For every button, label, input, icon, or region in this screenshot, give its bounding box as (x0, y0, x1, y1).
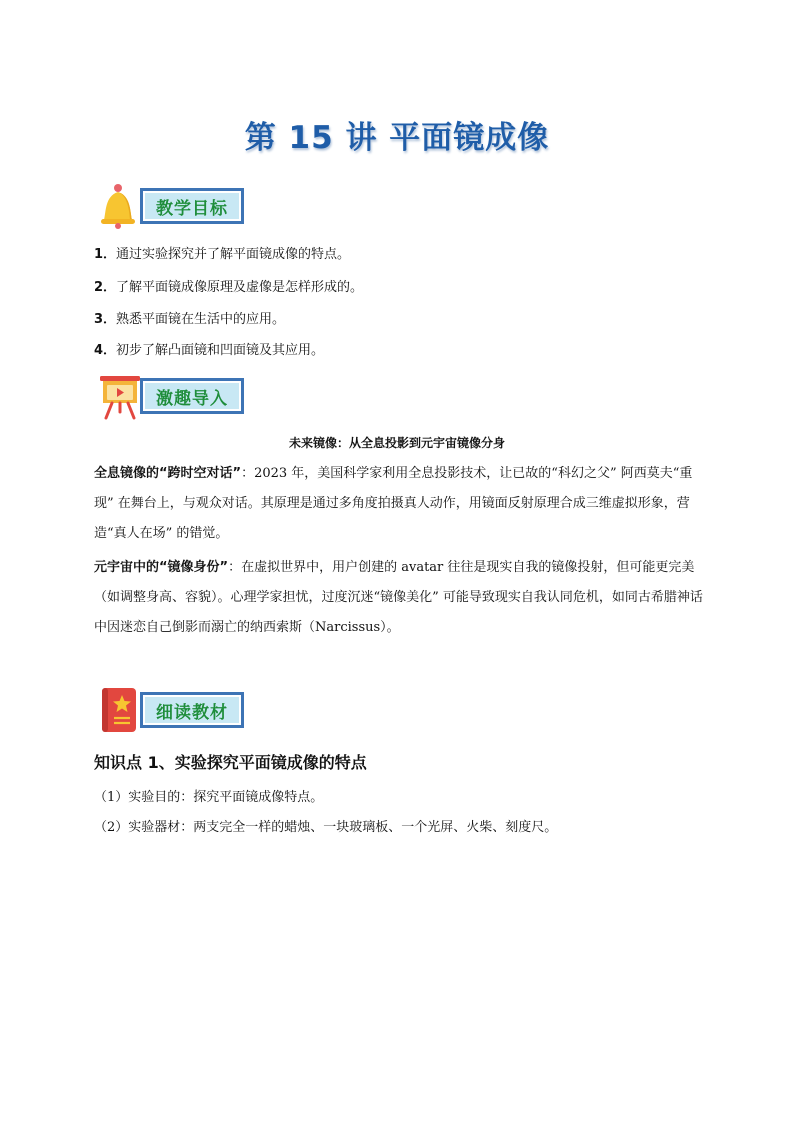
section-label-intro: 激趣导入 (145, 383, 239, 409)
intro-paragraph-1-heading: 全息镜像的“跨时空对话” (94, 466, 242, 481)
goal-number: 2． (94, 280, 117, 295)
section-header-reading (96, 686, 256, 734)
book-icon (96, 686, 144, 734)
section-header-intro (96, 372, 256, 420)
intro-subtitle: 未来镜像：从全息投影到元宇宙镜像分身 (288, 436, 505, 450)
goal-text: 初步了解凸面镜和凹面镜及其应用。 (116, 343, 325, 358)
goal-number: 3． (94, 312, 117, 327)
goal-item-3 (94, 310, 285, 330)
goal-text: 熟悉平面镜在生活中的应用。 (116, 312, 286, 327)
goal-item-1 (94, 245, 350, 265)
reading-item-2: （2）实验器材：两支完全一样的蜡烛、一块玻璃板、一个光屏、火柴、刻度尺。 (94, 820, 558, 835)
page-title: 第 15 讲 平面镜成像 (244, 120, 550, 156)
section-label-box (140, 378, 244, 414)
section-header-goals (96, 182, 256, 230)
goal-number: 1． (94, 247, 117, 262)
goal-text: 了解平面镜成像原理及虚像是怎样形成的。 (116, 280, 364, 295)
goal-number: 4． (94, 343, 117, 358)
intro-paragraph-2 (94, 553, 704, 643)
intro-paragraph-2-text: ：在虚拟世界中，用户创建的 avatar 往往是现实自我的镜像投射，但可能更完美（如调整身高、容貌）。心理学家担忧，过度沉迷“镜像美化” 可能导致现实自我认同危机，如同古希腊神话中因迷恋自己倒影而溺亡的纳西索斯（Narcissus）。 (94, 560, 703, 635)
reading-item-1: （1）实验目的：探究平面镜成像特点。 (94, 790, 324, 805)
intro-paragraph-2-heading: 元宇宙中的“镜像身份” (94, 560, 229, 575)
section-label-box (140, 692, 244, 728)
section-label-reading: 细读教材 (145, 697, 239, 723)
goal-text: 通过实验探究并了解平面镜成像的特点。 (116, 247, 351, 262)
presentation-board-icon (96, 372, 144, 420)
intro-paragraph-1-text: ：2023 年，美国科学家利用全息投影技术，让已故的“科幻之父” 阿西莫夫“重现” 在舞台上，与观众对话。其原理是通过多角度拍摄真人动作，用镜面反射原理合成三维虚拟形象，营造“真人在场” 的错觉。 (94, 466, 693, 541)
intro-paragraph-1 (94, 459, 704, 549)
section-label-goals: 教学目标 (145, 193, 239, 219)
knowledge-point-title: 知识点 1、实验探究平面镜成像的特点 (94, 753, 367, 772)
goal-item-2 (94, 278, 363, 298)
goal-item-4 (94, 341, 324, 361)
section-label-box (140, 188, 244, 224)
bell-icon (96, 182, 144, 230)
